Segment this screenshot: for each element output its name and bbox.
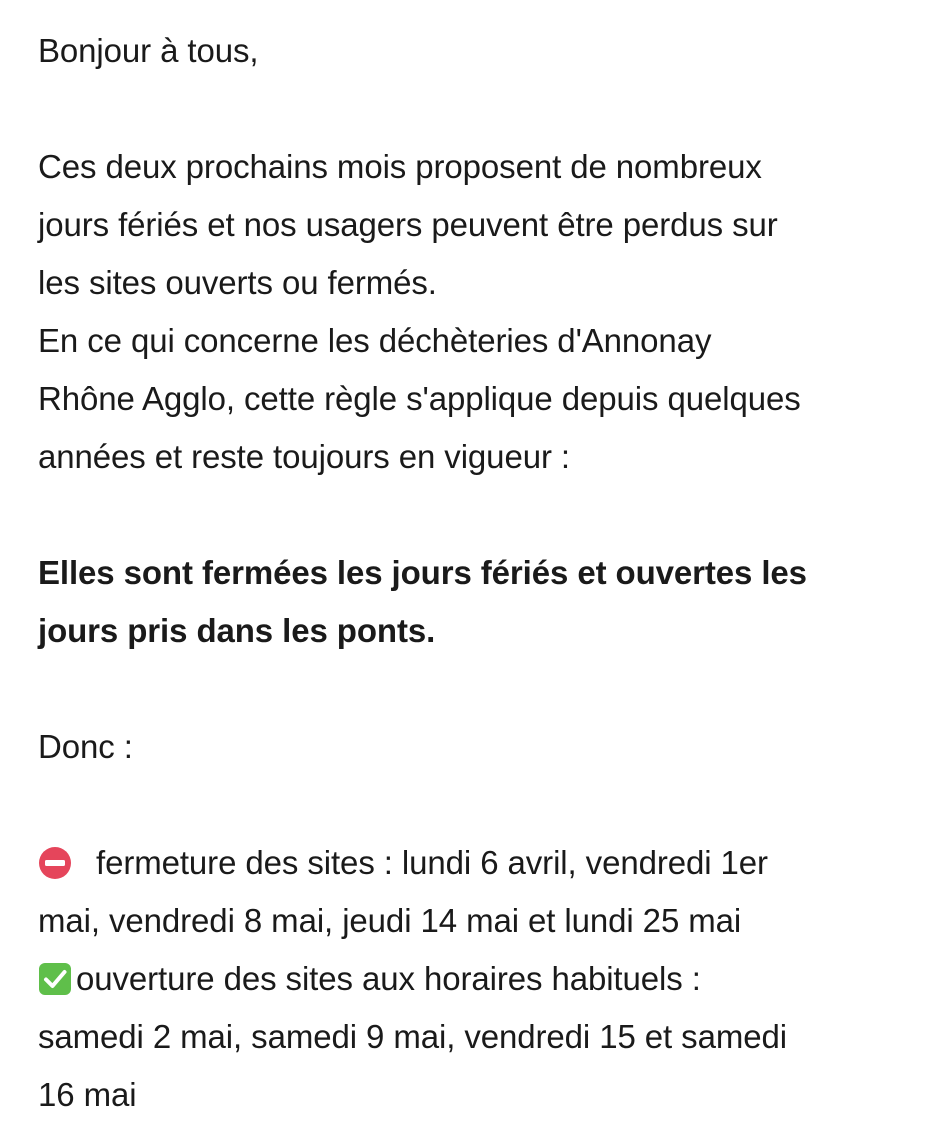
intro-line: jours fériés et nos usagers peuvent être perdus sur <box>38 206 778 243</box>
closed-dates-line: mai, vendredi 8 mai, jeudi 14 mai et lundi 25 mai <box>38 902 742 939</box>
blank-line <box>38 486 918 544</box>
message-body <box>38 22 918 1124</box>
open-dates-line: 16 mai <box>38 1076 137 1113</box>
open-dates-line <box>38 950 918 1008</box>
greeting-text: Bonjour à tous, <box>38 32 259 69</box>
intro-line: Rhône Agglo, cette règle s'applique depuis quelques <box>38 380 801 417</box>
rule-line: Elles sont fermées les jours fériés et ouvertes les <box>38 554 807 591</box>
open-dates-text: ouverture des sites aux horaires habituels : <box>76 960 701 997</box>
blank-line <box>38 776 918 834</box>
no-entry-icon <box>38 846 72 880</box>
blank-line <box>38 80 918 138</box>
rule-line: jours pris dans les ponts. <box>38 612 436 649</box>
closed-dates-line <box>38 834 918 892</box>
intro-line: Ces deux prochains mois proposent de nombreux <box>38 148 762 185</box>
donc-text: Donc : <box>38 728 133 765</box>
check-mark-button-icon <box>38 962 72 996</box>
closed-dates-text: fermeture des sites : lundi 6 avril, vendredi 1er <box>96 844 768 881</box>
open-dates-line: samedi 2 mai, samedi 9 mai, vendredi 15 et samedi <box>38 1018 787 1055</box>
intro-line: En ce qui concerne les déchèteries d'Annonay <box>38 322 712 359</box>
blank-line <box>38 660 918 718</box>
intro-line: les sites ouverts ou fermés. <box>38 264 437 301</box>
intro-line: années et reste toujours en vigueur : <box>38 438 570 475</box>
